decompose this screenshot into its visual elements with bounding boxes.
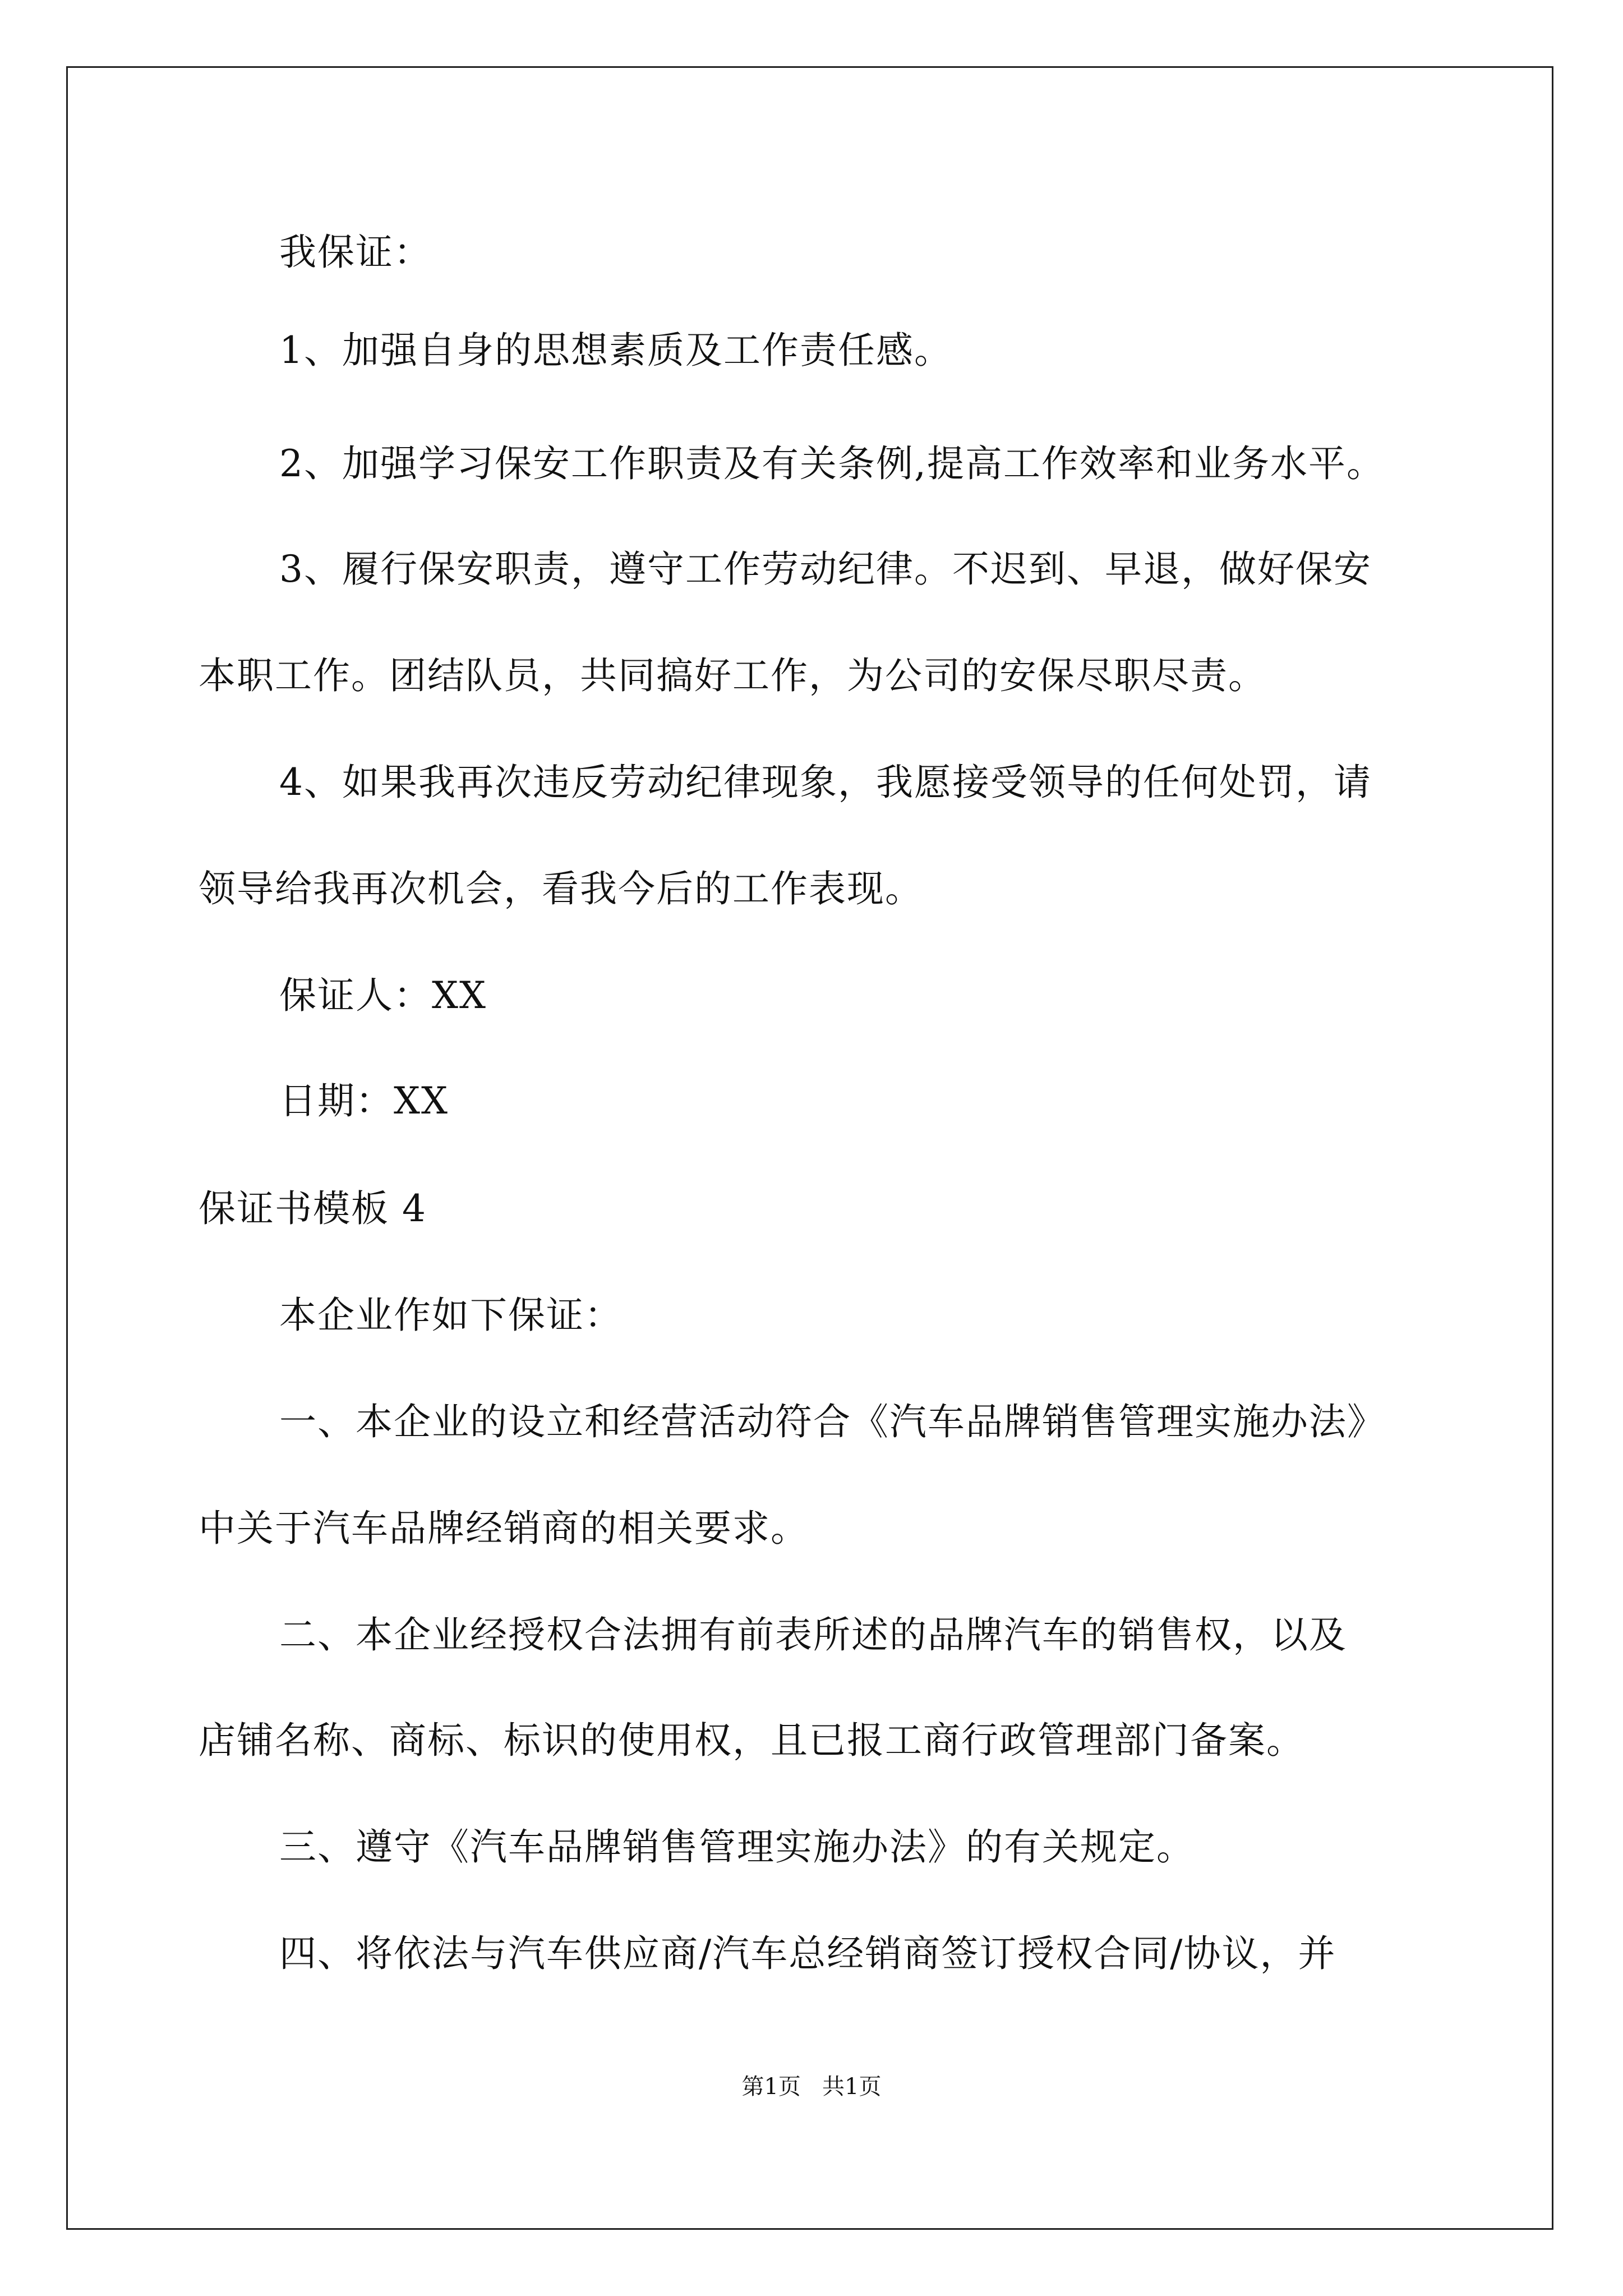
- text-line-clause-2-cont: 店铺名称、商标、标识的使用权，且已报工商行政管理部门备案。: [199, 1719, 1304, 1762]
- text-line-declaration: 本企业作如下保证：: [279, 1294, 623, 1337]
- text-line-item-4-cont: 领导给我再次机会，看我今后的工作表现。: [199, 867, 923, 910]
- text-line-clause-1: 一、本企业的设立和经营活动符合《汽车品牌销售管理实施办法》: [279, 1400, 1385, 1443]
- text-line-date: 日期：XX: [279, 1079, 449, 1122]
- section-heading: 保证书模板 4: [199, 1187, 427, 1230]
- text-line-item-3-cont: 本职工作。团结队员，共同搞好工作，为公司的安保尽职尽责。: [199, 654, 1266, 697]
- text-line-item-3: 3、履行保安职责，遵守工作劳动纪律。不迟到、早退，做好保安: [279, 547, 1372, 591]
- text-line-clause-3: 三、遵守《汽车品牌销售管理实施办法》的有关规定。: [279, 1825, 1195, 1869]
- text-line-guarantor: 保证人：XX: [279, 974, 487, 1017]
- text-line-intro: 我保证：: [279, 231, 432, 274]
- text-line-item-4: 4、如果我再次违反劳动纪律现象，我愿接受领导的任何处罚，请: [279, 761, 1372, 804]
- text-line-item-1: 1、加强自身的思想素质及工作责任感。: [279, 329, 952, 372]
- page-border: [66, 66, 1553, 2230]
- page-number-footer: 第1页 共1页: [741, 2074, 882, 2100]
- text-line-clause-4: 四、将依法与汽车供应商/汽车总经销商签订授权合同/协议，并: [279, 1932, 1336, 1975]
- text-line-clause-1-cont: 中关于汽车品牌经销商的相关要求。: [199, 1507, 809, 1550]
- text-line-item-2: 2、加强学习保安工作职责及有关条例,提高工作效率和业务水平。: [279, 442, 1385, 485]
- text-line-clause-2: 二、本企业经授权合法拥有前表所述的品牌汽车的销售权，以及: [279, 1613, 1347, 1657]
